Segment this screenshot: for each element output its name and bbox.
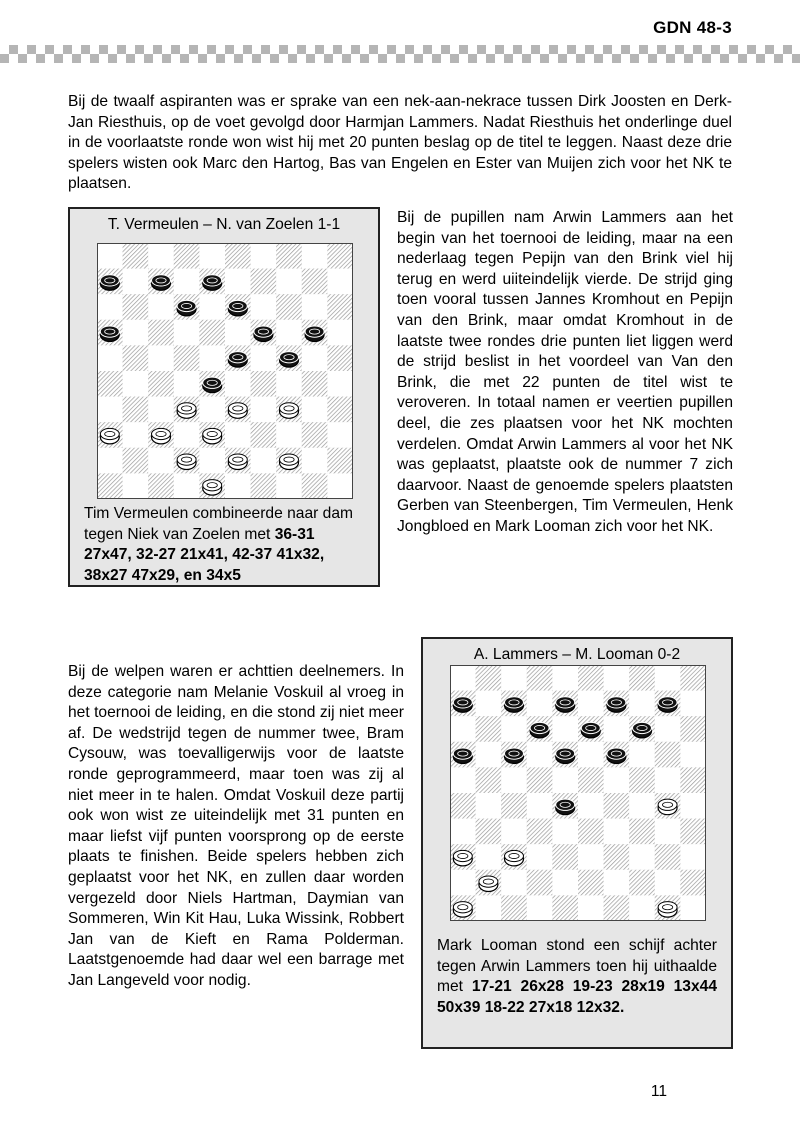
dark-square — [327, 345, 353, 371]
light-square — [604, 665, 630, 691]
welpen-paragraph: Bij de welpen waren er achttien deelnemers. In deze categorie nam Melanie Voskuil al vroeg in het toernooi de leiding, en die stond zij niet meer af. De wedstrijd tegen de nummer twee, Bram Cysouw, was toevalligerwijs voor de laatste ronde geprogrammeerd, maar toen was zij al niet meer in te halen. Omdat Voskuil deze partij ook won wist ze uiteindelijk met 31 punten en maar liefst vijf punten voorsprong op de eerste plaats te finishen. Beide spelers hebben zich geplaatst voor het NK, en zullen daar worden vergezeld door Niels Hartman, Daymian van Sommeren, Win Kit Hau, Luka Wissink, Robbert Jan van de Kieft en Rama Polderman. Laatstgenoemde had daar wel een barrage met Jan Langeveld voor nodig. — [68, 663, 404, 989]
light-square — [527, 844, 553, 870]
dark-square — [251, 473, 277, 499]
caption-moves: 36-31 27x47, 32-27 21x41, 42-37 41x32, 38x27 47x29, en 34x5 — [84, 525, 325, 584]
white-piece — [658, 799, 677, 815]
dark-square — [199, 320, 225, 346]
light-square — [199, 345, 225, 371]
light-square — [327, 269, 353, 295]
light-square — [225, 320, 251, 346]
black-piece — [453, 697, 472, 713]
header-code: GDN 48-3 — [653, 18, 732, 37]
light-square — [251, 345, 277, 371]
white-piece — [228, 403, 247, 419]
black-piece — [505, 748, 524, 764]
light-square — [225, 371, 251, 397]
dark-square — [174, 243, 200, 269]
pupillen-paragraph: Bij de pupillen nam Arwin Lammers aan het begin van het toernooi de leiding, maar na een nederlaag tegen Pepijn van den Brink viel hij terug en werd uiiteindelijk vierde. De strijd ging toen vooral tussen Jannes Kromhout en Pepijn van den Brink, maar omdat Kromhout in de laatste twee rondes drie punten liet liggen werd de strijd beslist in het voordeel van Van den Brink, die met 22 punten de titel wist te veroveren. In totaal namen er veertien pupillen deel, die zes plaatsen voor het NK mochten verdelen. Omdat Arwin Lammers al voor het NK was geplaatst, plaatste ook de nummer 7 zich daarvoor. Naast de genoemde spelers plaatsten Gerben van Steenbergen, Tim Vermeulen, Henk Jongbloed en Mark Looman zich voor het NK. — [397, 209, 733, 535]
diagram-title: T. Vermeulen – N. van Zoelen 1-1 — [107, 216, 341, 233]
black-piece — [100, 275, 119, 291]
light-square — [148, 243, 174, 269]
light-square — [302, 345, 328, 371]
dark-square — [680, 716, 706, 742]
light-square — [148, 294, 174, 320]
light-square — [655, 819, 681, 845]
dark-square — [148, 320, 174, 346]
light-square — [251, 294, 277, 320]
dark-square — [578, 767, 604, 793]
light-square — [174, 371, 200, 397]
dark-square — [302, 269, 328, 295]
black-piece — [280, 352, 299, 368]
white-piece — [177, 403, 196, 419]
light-square — [276, 269, 302, 295]
white-piece — [280, 403, 299, 419]
checkers-board-2 — [450, 665, 706, 921]
page-number: 11 — [650, 1083, 667, 1100]
light-square — [327, 320, 353, 346]
light-square — [199, 243, 225, 269]
dark-square — [148, 371, 174, 397]
black-piece — [305, 326, 324, 342]
dark-square — [552, 895, 578, 921]
dark-square — [680, 870, 706, 896]
light-square — [476, 691, 502, 717]
light-square — [276, 422, 302, 448]
light-square — [450, 665, 476, 691]
caption-text: Tim Vermeulen combineerde naar dam tegen Niek van Zoelen met — [84, 505, 353, 543]
checkers-board-1 — [97, 243, 353, 499]
light-square — [629, 742, 655, 768]
light-square — [629, 691, 655, 717]
black-piece — [228, 352, 247, 368]
light-square — [501, 819, 527, 845]
diagram-caption — [84, 504, 364, 586]
light-square — [552, 716, 578, 742]
light-square — [450, 819, 476, 845]
light-square — [450, 716, 476, 742]
caption-moves: 17-21 26x28 19-23 28x19 13x44 50x39 18-22 27x18 12x32. — [437, 978, 717, 1016]
dark-square — [476, 716, 502, 742]
light-square — [225, 269, 251, 295]
light-square — [123, 422, 149, 448]
diagram-title: A. Lammers – M. Looman 0-2 — [473, 646, 681, 663]
board-svg — [97, 243, 353, 499]
light-square — [276, 473, 302, 499]
dark-square — [476, 665, 502, 691]
light-square — [501, 716, 527, 742]
light-square — [174, 269, 200, 295]
dark-square — [655, 742, 681, 768]
light-square — [302, 448, 328, 474]
dark-square — [327, 448, 353, 474]
black-piece — [607, 748, 626, 764]
light-square — [199, 448, 225, 474]
light-square — [680, 844, 706, 870]
light-square — [680, 895, 706, 921]
white-piece — [203, 480, 222, 496]
dark-square — [604, 844, 630, 870]
white-piece — [177, 454, 196, 470]
light-square — [97, 345, 123, 371]
light-square — [527, 742, 553, 768]
dark-square — [629, 767, 655, 793]
light-square — [251, 448, 277, 474]
caption-text: Mark Looman stond een schijf achter tegen Arwin Lammers toen hij uithaalde met — [437, 937, 717, 996]
dark-square — [97, 473, 123, 499]
white-piece — [203, 428, 222, 444]
light-square — [148, 345, 174, 371]
black-piece — [228, 300, 247, 316]
light-square — [604, 819, 630, 845]
white-piece — [505, 850, 524, 866]
white-piece — [658, 902, 677, 918]
light-square — [123, 371, 149, 397]
dark-square — [629, 870, 655, 896]
light-square — [604, 870, 630, 896]
black-piece — [556, 697, 575, 713]
black-piece — [453, 748, 472, 764]
dark-square — [225, 243, 251, 269]
light-square — [302, 243, 328, 269]
black-piece — [505, 697, 524, 713]
diagram-caption — [437, 936, 717, 1018]
light-square — [302, 294, 328, 320]
light-square — [629, 895, 655, 921]
dark-square — [276, 294, 302, 320]
light-square — [476, 742, 502, 768]
light-square — [476, 844, 502, 870]
black-piece — [152, 275, 171, 291]
light-square — [174, 422, 200, 448]
dark-square — [476, 767, 502, 793]
light-square — [302, 397, 328, 423]
dark-square — [276, 243, 302, 269]
light-square — [327, 422, 353, 448]
board-svg — [450, 665, 706, 921]
light-square — [276, 320, 302, 346]
dark-square — [327, 243, 353, 269]
light-square — [327, 371, 353, 397]
light-square — [225, 422, 251, 448]
dark-square — [123, 345, 149, 371]
black-piece — [203, 377, 222, 393]
light-square — [552, 819, 578, 845]
black-piece — [607, 697, 626, 713]
light-square — [501, 767, 527, 793]
dark-square — [501, 793, 527, 819]
light-square — [604, 716, 630, 742]
white-piece — [453, 902, 472, 918]
dark-square — [174, 345, 200, 371]
black-piece — [254, 326, 273, 342]
dark-square — [680, 767, 706, 793]
dark-square — [251, 269, 277, 295]
light-square — [123, 473, 149, 499]
diagram-box-1 — [68, 207, 380, 587]
dark-square — [578, 819, 604, 845]
light-square — [199, 397, 225, 423]
light-square — [578, 742, 604, 768]
light-square — [450, 767, 476, 793]
light-square — [327, 473, 353, 499]
dark-square — [123, 448, 149, 474]
black-piece — [177, 300, 196, 316]
light-square — [97, 294, 123, 320]
light-square — [680, 793, 706, 819]
light-square — [527, 793, 553, 819]
black-piece — [556, 799, 575, 815]
light-square — [629, 793, 655, 819]
light-square — [680, 691, 706, 717]
dark-square — [680, 819, 706, 845]
dark-square — [251, 422, 277, 448]
light-square — [578, 844, 604, 870]
light-square — [97, 243, 123, 269]
light-square — [148, 448, 174, 474]
light-square — [476, 895, 502, 921]
black-piece — [633, 722, 652, 738]
black-piece — [203, 275, 222, 291]
light-square — [578, 895, 604, 921]
dark-square — [527, 767, 553, 793]
dark-square — [251, 371, 277, 397]
light-square — [97, 397, 123, 423]
intro-paragraph: Bij de twaalf aspiranten was er sprake van een nek-aan-nekrace tussen Dirk Joosten en Derk-Jan Riesthuis, op de voet gevolgd door Harmjan Lammers. Nadat Riesthuis het onderlinge duel in de voorlaatste ronde won wist hij met 20 punten beslag op de titel te leggen. Naast deze drie spelers wisten ook Marc den Hartog, Bas van Engelen en Ester van Muijen zich voor het NK te plaatsen. — [68, 93, 732, 193]
dark-square — [501, 895, 527, 921]
dark-square — [302, 473, 328, 499]
light-square — [655, 716, 681, 742]
dark-square — [655, 844, 681, 870]
white-piece — [152, 428, 171, 444]
dark-square — [578, 665, 604, 691]
black-piece — [100, 326, 119, 342]
dark-square — [527, 870, 553, 896]
light-square — [527, 895, 553, 921]
dark-square — [97, 371, 123, 397]
light-square — [225, 473, 251, 499]
light-square — [552, 767, 578, 793]
white-piece — [479, 876, 498, 892]
white-piece — [280, 454, 299, 470]
light-square — [578, 793, 604, 819]
light-square — [680, 742, 706, 768]
light-square — [450, 870, 476, 896]
dark-square — [302, 371, 328, 397]
black-piece — [530, 722, 549, 738]
dark-square — [450, 793, 476, 819]
light-square — [501, 665, 527, 691]
dark-square — [148, 473, 174, 499]
light-square — [552, 870, 578, 896]
light-square — [501, 870, 527, 896]
black-piece — [556, 748, 575, 764]
dark-square — [527, 665, 553, 691]
light-square — [476, 793, 502, 819]
dark-square — [552, 844, 578, 870]
light-square — [655, 767, 681, 793]
light-square — [174, 473, 200, 499]
black-piece — [658, 697, 677, 713]
light-square — [604, 767, 630, 793]
checkered-strip — [0, 45, 800, 63]
dark-square — [680, 665, 706, 691]
light-square — [174, 320, 200, 346]
dark-square — [302, 422, 328, 448]
diagram-box-2 — [421, 637, 733, 1049]
light-square — [578, 691, 604, 717]
light-square — [655, 665, 681, 691]
light-square — [276, 371, 302, 397]
light-square — [251, 397, 277, 423]
dark-square — [476, 819, 502, 845]
light-square — [655, 870, 681, 896]
light-square — [629, 844, 655, 870]
dark-square — [604, 793, 630, 819]
white-piece — [453, 850, 472, 866]
dark-square — [123, 397, 149, 423]
light-square — [123, 269, 149, 295]
dark-square — [629, 665, 655, 691]
dark-square — [123, 243, 149, 269]
light-square — [148, 397, 174, 423]
dark-square — [327, 294, 353, 320]
dark-square — [629, 819, 655, 845]
white-piece — [100, 428, 119, 444]
light-square — [251, 243, 277, 269]
dark-square — [327, 397, 353, 423]
black-piece — [581, 722, 600, 738]
dark-square — [578, 870, 604, 896]
light-square — [527, 691, 553, 717]
light-square — [552, 665, 578, 691]
white-piece — [228, 454, 247, 470]
dark-square — [527, 819, 553, 845]
light-square — [123, 320, 149, 346]
dark-square — [123, 294, 149, 320]
light-square — [199, 294, 225, 320]
light-square — [97, 448, 123, 474]
dark-square — [604, 895, 630, 921]
